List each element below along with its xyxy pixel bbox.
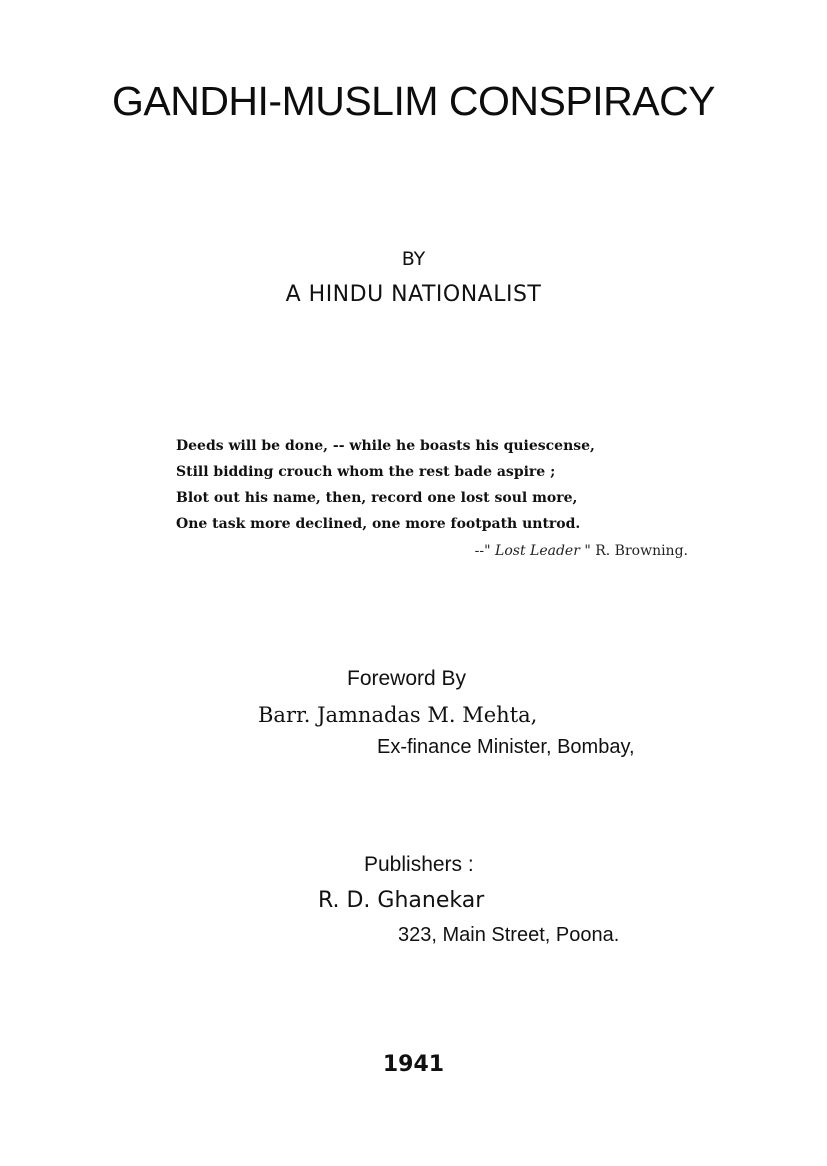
publisher-address: 323, Main Street, Poona. <box>398 924 620 946</box>
foreword-label: Foreword By <box>347 667 467 690</box>
attribution-prefix: --" <box>474 543 491 559</box>
author-name: A HINDU NATIONALIST <box>285 282 542 307</box>
book-title: GANDHI-MUSLIM CONSPIRACY <box>111 78 716 124</box>
foreword-author: Barr. Jamnadas M. Mehta, <box>258 703 538 727</box>
publisher-name: R. D. Ghanekar <box>318 888 485 913</box>
epigraph-line: One task more declined, one more footpath untrod. <box>176 516 581 532</box>
epigraph-line: Still bidding crouch whom the rest bade aspire ; <box>176 464 556 480</box>
publishers-label: Publishers : <box>364 853 474 876</box>
epigraph <box>176 433 595 537</box>
publication-year: 1941 <box>382 1052 445 1077</box>
attribution-suffix: " R. Browning. <box>584 543 688 559</box>
attribution-work: Lost Leader <box>495 543 580 559</box>
by-label: BY <box>401 248 426 270</box>
epigraph-line: Blot out his name, then, record one lost soul more, <box>176 490 578 506</box>
epigraph-line: Deeds will be done, -- while he boasts his quiescense, <box>176 438 595 454</box>
foreword-author-role: Ex-finance Minister, Bombay, <box>377 736 635 758</box>
epigraph-attribution <box>475 543 688 559</box>
